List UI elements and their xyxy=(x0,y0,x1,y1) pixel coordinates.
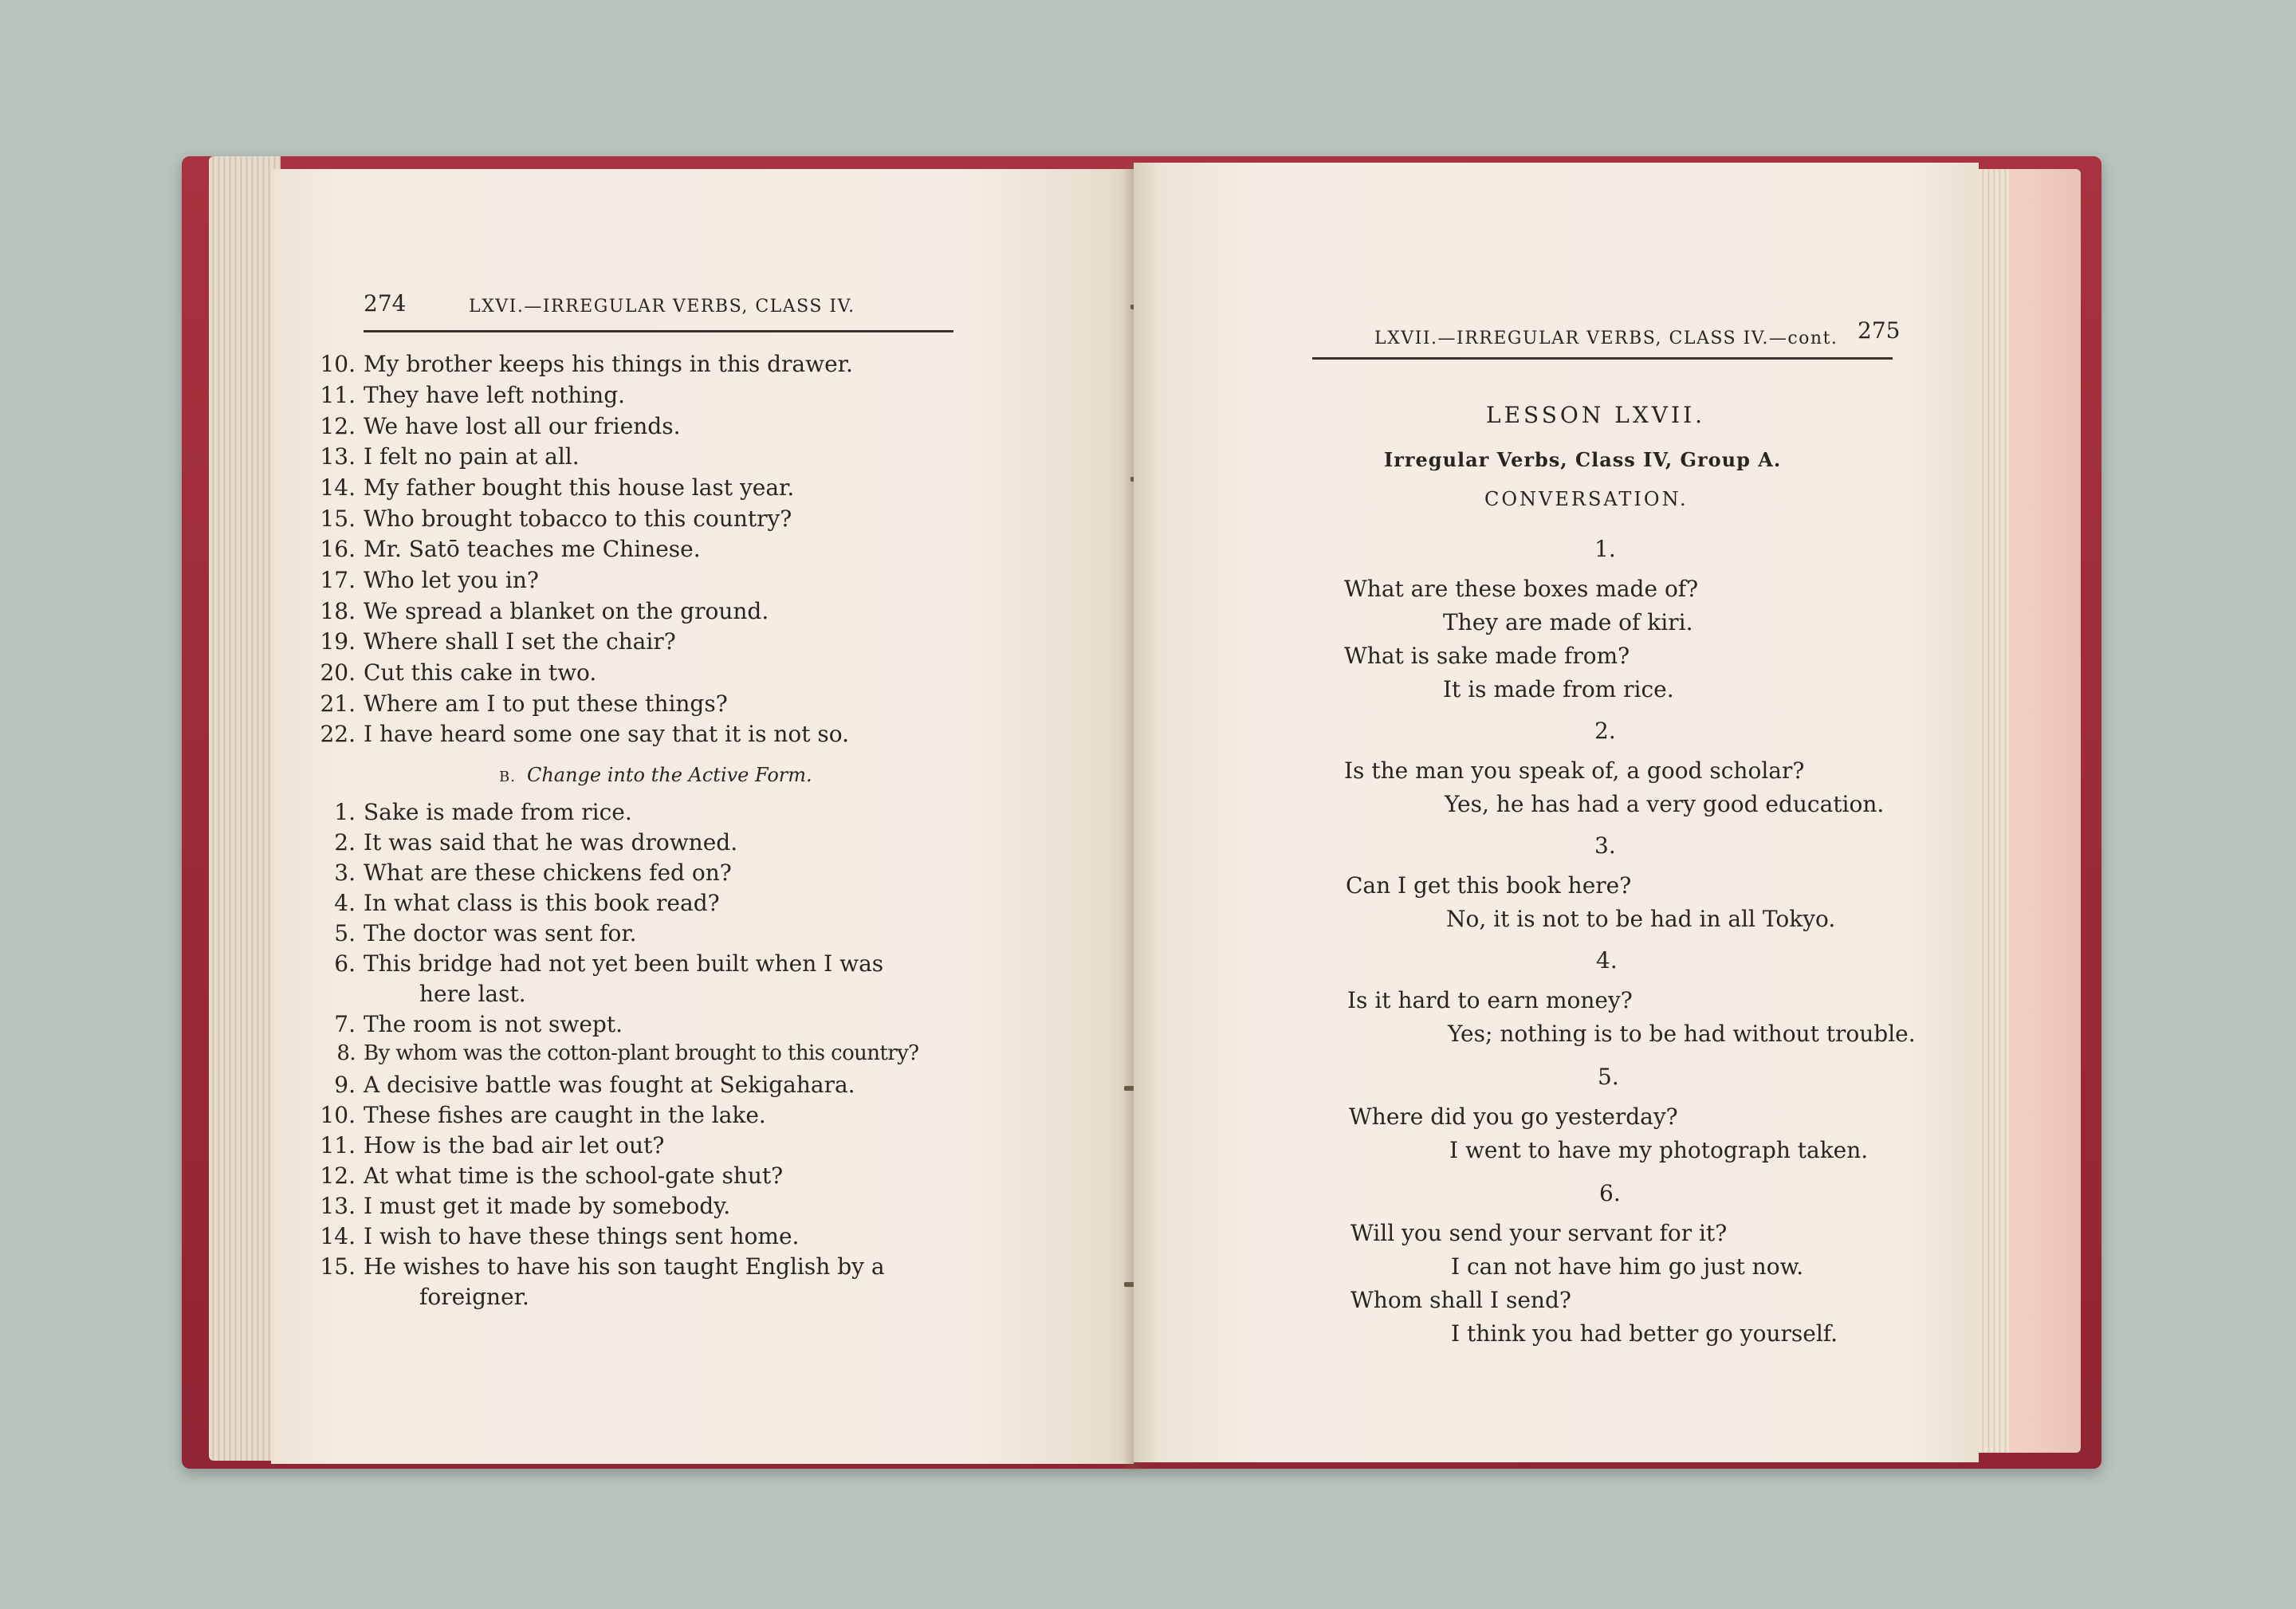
section-number: 6. xyxy=(1599,1180,1621,1206)
list-item: 10. These fishes are caught in the lake. xyxy=(320,1102,766,1128)
list-item: 9. A decisive battle was fought at Sekigahara. xyxy=(334,1072,855,1098)
left-page xyxy=(271,169,1134,1464)
question: Is it hard to earn money? xyxy=(1347,987,1633,1013)
conversation-heading: CONVERSATION. xyxy=(1484,488,1689,510)
list-item: 17. Who let you in? xyxy=(320,567,539,593)
list-item: 6. This bridge had not yet been built when I was xyxy=(334,950,884,977)
list-item: 13. I felt no pain at all. xyxy=(320,443,580,470)
list-item: 2. It was said that he was drowned. xyxy=(334,829,738,856)
answer: I think you had better go yourself. xyxy=(1451,1320,1838,1347)
list-item-continuation: foreigner. xyxy=(419,1284,529,1310)
question: Can I get this book here? xyxy=(1346,872,1632,899)
header-rule-left xyxy=(364,330,953,332)
list-item: 12. We have lost all our friends. xyxy=(320,413,681,439)
page-number-right: 275 xyxy=(1858,317,1901,344)
list-item: 18. We spread a blanket on the ground. xyxy=(320,598,769,624)
section-b-title: Change into the Active Form. xyxy=(526,764,812,786)
section-number: 1. xyxy=(1594,536,1616,562)
list-item: 19. Where shall I set the chair? xyxy=(320,628,676,655)
answer: Yes, he has had a very good education. xyxy=(1445,791,1885,817)
list-item: 8. By whom was the cotton-plant brought to this country? xyxy=(336,1041,919,1065)
answer: It is made from rice. xyxy=(1443,676,1674,702)
question: What is sake made from? xyxy=(1344,643,1630,669)
lesson-title: LESSON LXVII. xyxy=(1486,402,1706,428)
question: Where did you go yesterday? xyxy=(1349,1103,1678,1130)
list-item: 10. My brother keeps his things in this drawer. xyxy=(320,351,853,377)
list-item: 14. I wish to have these things sent home. xyxy=(320,1223,800,1249)
section-number: 5. xyxy=(1598,1064,1619,1090)
list-item: 21. Where am I to put these things? xyxy=(320,690,728,717)
question: Is the man you speak of, a good scholar? xyxy=(1344,757,1805,784)
list-item: 14. My father bought this house last year. xyxy=(320,474,795,501)
section-b-heading xyxy=(499,764,812,786)
question: Will you send your servant for it? xyxy=(1350,1220,1728,1246)
list-item-continuation: here last. xyxy=(419,981,526,1007)
section-b-label: B. xyxy=(499,769,516,785)
list-item: 11. How is the bad air let out? xyxy=(320,1132,665,1159)
section-number: 4. xyxy=(1596,947,1618,974)
lesson-subtitle: Irregular Verbs, Class IV, Group A. xyxy=(1384,448,1782,471)
page-number-left: 274 xyxy=(364,290,407,317)
list-item: 7. The room is not swept. xyxy=(334,1011,623,1037)
question: Whom shall I send? xyxy=(1350,1287,1571,1313)
list-item: 13. I must get it made by somebody. xyxy=(320,1193,731,1219)
answer: Yes; nothing is to be had without trouble. xyxy=(1448,1021,1916,1047)
right-page xyxy=(1134,163,1979,1462)
header-rule-right xyxy=(1312,357,1893,360)
list-item: 5. The doctor was sent for. xyxy=(334,920,637,946)
list-item: 4. In what class is this book read? xyxy=(334,890,720,916)
answer: They are made of kiri. xyxy=(1443,609,1693,635)
page-edges-left xyxy=(209,156,281,1461)
list-item: 3. What are these chickens fed on? xyxy=(334,860,732,886)
section-number: 2. xyxy=(1594,718,1616,744)
list-item: 12. At what time is the school-gate shut? xyxy=(320,1162,784,1189)
list-item: 15. He wishes to have his son taught English by a xyxy=(320,1253,885,1280)
list-item: 20. Cut this cake in two. xyxy=(320,659,597,686)
answer: I went to have my photograph taken. xyxy=(1449,1137,1869,1163)
running-header-right: LXVII.—IRREGULAR VERBS, CLASS IV.—cont. xyxy=(1374,328,1838,348)
question: What are these boxes made of? xyxy=(1344,576,1699,602)
answer: No, it is not to be had in all Tokyo. xyxy=(1446,906,1836,932)
answer: I can not have him go just now. xyxy=(1451,1253,1804,1280)
running-header-left: LXVI.—IRREGULAR VERBS, CLASS IV. xyxy=(469,297,855,317)
list-item: 22. I have heard some one say that it is not so. xyxy=(320,721,850,747)
list-item: 16. Mr. Satō teaches me Chinese. xyxy=(320,536,701,562)
list-item: 11. They have left nothing. xyxy=(320,382,626,408)
list-item: 1. Sake is made from rice. xyxy=(334,799,632,825)
section-number: 3. xyxy=(1594,832,1616,859)
list-item: 15. Who brought tobacco to this country? xyxy=(320,506,792,532)
